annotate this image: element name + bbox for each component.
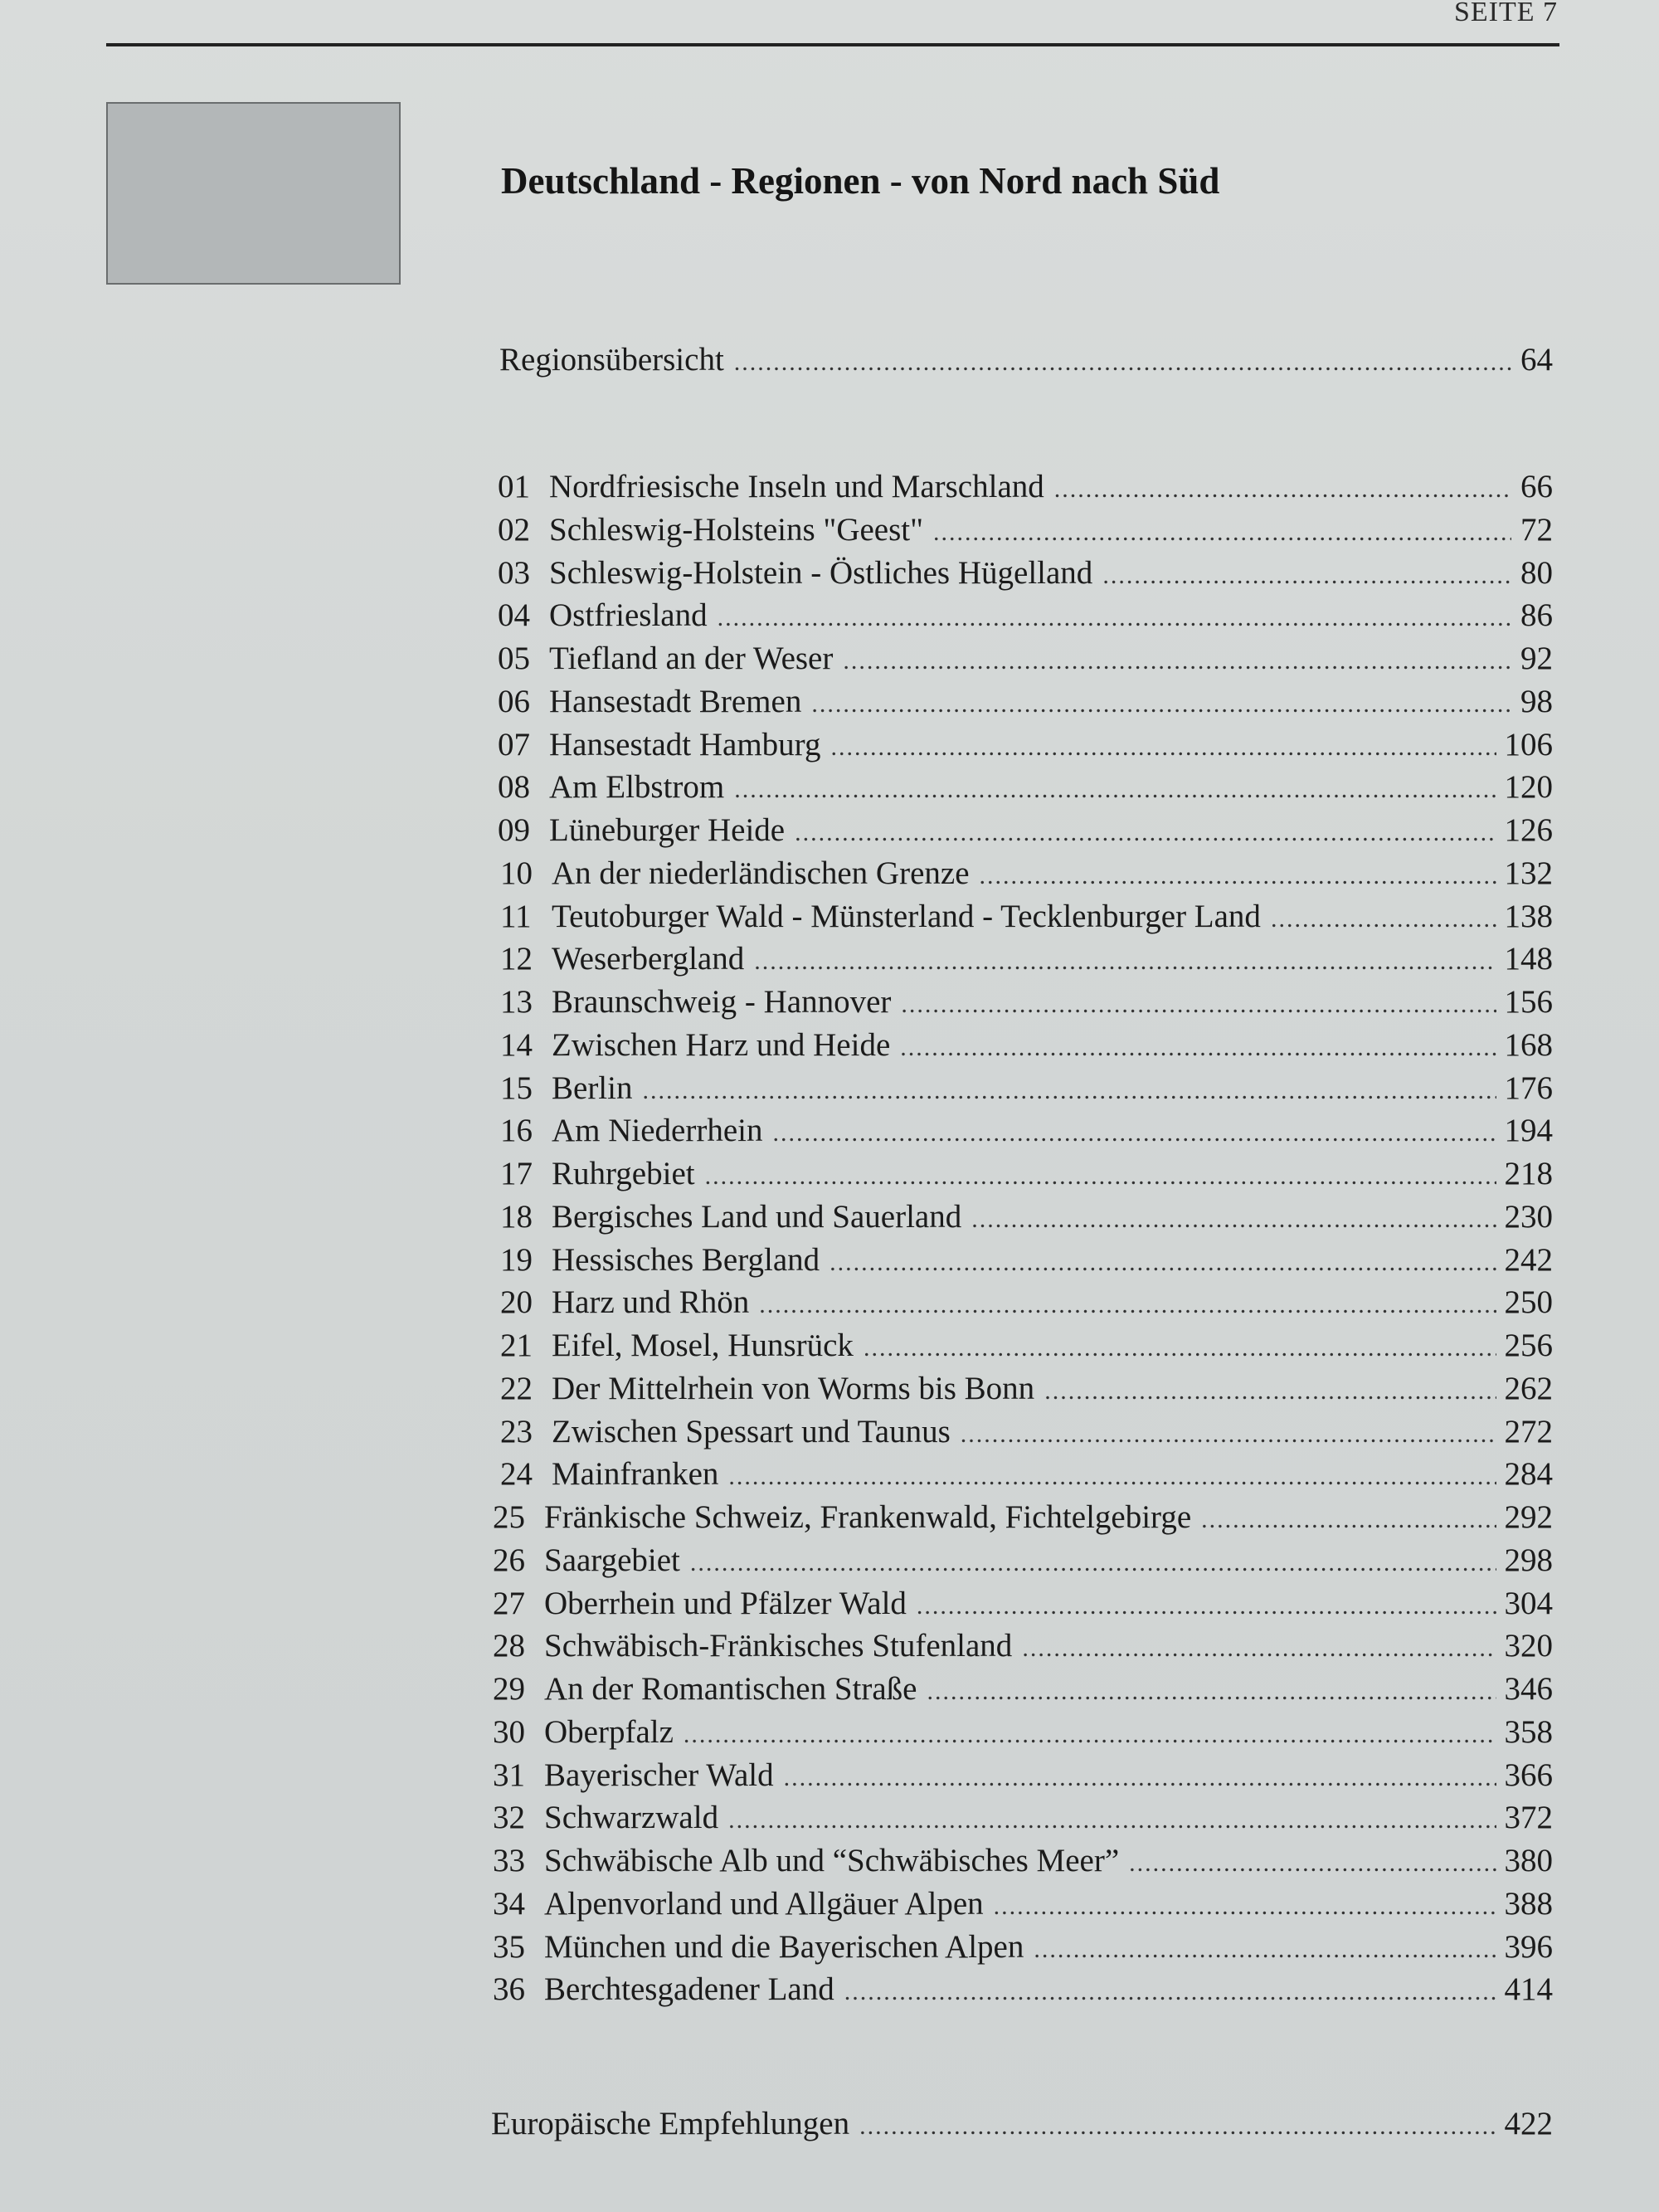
toc-title: Regionsübersicht [499,342,724,378]
toc-region-number: 14 [500,1027,533,1063]
toc-title: Bayerischer Wald [544,1757,774,1793]
toc-leader-dots [864,1327,1496,1370]
toc-leader-dots [728,1799,1496,1842]
toc-region-number: 21 [500,1328,533,1363]
toc-title: Nordfriesische Inseln und Marschland [549,469,1044,504]
toc-region-number: 35 [493,1929,525,1965]
toc-title: München und die Bayerischen Alpen [544,1929,1024,1965]
toc-leader-dots [1129,1842,1496,1885]
toc-region-number: 10 [500,855,533,891]
toc-page-number: 72 [1520,512,1553,548]
toc-region-number: 15 [500,1070,533,1106]
section-title: Deutschland - Regionen - von Nord nach Süd [501,160,1220,202]
toc-region-number: 27 [493,1586,525,1621]
toc-leader-dots [784,1756,1496,1800]
toc-entry-region [500,1196,1553,1239]
toc-page-number: 148 [1504,941,1553,977]
toc-region-number: 11 [500,899,532,934]
toc-title: Am Elbstrom [549,769,725,805]
toc-entry-region [500,852,1553,895]
toc-leader-dots [734,768,1496,811]
toc-title: Schleswig-Holsteins "Geest" [549,512,924,548]
toc-entry-region [493,1496,1553,1539]
toc-region-number: 31 [493,1757,525,1793]
toc-entry-region [493,1582,1553,1625]
toc-region-number: 04 [498,597,530,633]
toc-leader-dots [1044,1370,1496,1413]
toc-leader-dots [718,597,1511,640]
toc-leader-dots [1271,898,1496,941]
toc-leader-dots [705,1155,1496,1198]
toc-title: An der niederländischen Grenze [552,855,970,891]
toc-title: Hansestadt Hamburg [549,727,821,763]
toc-page-number: 126 [1504,812,1553,848]
toc-region-number: 01 [498,469,530,504]
toc-leader-dots [994,1885,1496,1928]
toc-entry-region [500,1024,1553,1067]
toc-page-number: 304 [1504,1586,1553,1621]
toc-entry-region [498,509,1553,552]
toc-page-number: 138 [1504,899,1553,934]
toc-page-number: 80 [1520,555,1553,591]
toc-region-number: 34 [493,1886,525,1922]
toc-region-number: 03 [498,555,530,591]
toc-leader-dots [961,1413,1496,1456]
toc-page-number: 230 [1504,1199,1553,1235]
toc-entry-region [498,680,1553,724]
toc-region-number: 05 [498,641,530,676]
toc-entry-region [493,1839,1553,1883]
toc-leader-dots [859,2105,1496,2148]
toc-region-number: 16 [500,1113,533,1148]
toc-page-number: 388 [1504,1886,1553,1922]
toc-entry-region [500,938,1553,981]
toc-region-number: 17 [500,1156,533,1191]
toc-entry-region [493,1754,1553,1797]
toc-region-number: 25 [493,1499,525,1535]
toc-page-number: 92 [1520,641,1553,676]
toc-region-number: 02 [498,512,530,548]
toc-page-number: 320 [1504,1628,1553,1664]
toc-entry-region [500,895,1553,938]
toc-entry-region [500,1281,1553,1324]
toc-page-number: 98 [1520,684,1553,719]
toc-page-number: 66 [1520,469,1553,504]
toc-page-number: 86 [1520,597,1553,633]
toc-region-number: 19 [500,1242,533,1278]
toc-leader-dots [971,1198,1496,1241]
toc-leader-dots [980,855,1496,898]
toc-region-number: 12 [500,941,533,977]
toc-region-number: 29 [493,1671,525,1707]
toc-entry-overview [499,339,1553,382]
toc-title: Schwarzwald [544,1800,719,1835]
toc-page-number: 380 [1504,1843,1553,1878]
toc-entry-region [493,1539,1553,1582]
toc-page-number: 272 [1504,1414,1553,1449]
toc-page-number: 358 [1504,1714,1553,1750]
toc-leader-dots [1201,1498,1496,1542]
toc-entry-region [500,1067,1553,1110]
toc-entry-region [498,637,1553,680]
toc-page-number: 250 [1504,1284,1553,1320]
toc-title: Bergisches Land und Sauerland [552,1199,962,1235]
toc-page-number: 262 [1504,1371,1553,1406]
toc-region-number: 13 [500,984,533,1020]
toc-region-number: 23 [500,1414,533,1449]
toc-region-number: 07 [498,727,530,763]
toc-title: Lüneburger Heide [549,812,786,848]
toc-leader-dots [927,1670,1496,1713]
toc-title: Saargebiet [544,1542,680,1578]
toc-entry-region [500,981,1553,1024]
toc-leader-dots [830,726,1496,769]
toc-leader-dots [734,341,1511,384]
section-marker-box [106,102,401,285]
toc-leader-dots [754,940,1496,983]
toc-leader-dots [917,1585,1496,1628]
toc-title: Zwischen Spessart und Taunus [552,1414,951,1449]
toc-title: Der Mittelrhein von Worms bis Bonn [552,1371,1035,1406]
toc-leader-dots [759,1284,1496,1327]
toc-page-number: 168 [1504,1027,1553,1063]
toc-entry-region [493,1625,1553,1668]
toc-title: Harz und Rhön [552,1284,750,1320]
toc-leader-dots [642,1069,1496,1113]
toc-title: Schleswig-Holstein - Östliches Hügelland [549,555,1093,591]
toc-entry-region [493,1968,1553,2011]
toc-region-number: 09 [498,812,530,848]
toc-leader-dots [773,1112,1496,1155]
toc-entry-region [498,809,1553,852]
toc-region-number: 20 [500,1284,533,1320]
toc-title: Schwäbische Alb und “Schwäbisches Meer” [544,1843,1120,1878]
toc-entry-region [500,1324,1553,1367]
toc-entry-region [493,1711,1553,1754]
toc-title: Weserbergland [552,941,745,977]
toc-page-number: 194 [1504,1113,1553,1148]
toc-title: Oberrhein und Pfälzer Wald [544,1586,907,1621]
toc-title: Eifel, Mosel, Hunsrück [552,1328,854,1363]
toc-title: Europäische Empfehlungen [491,2106,850,2141]
toc-page-number: 106 [1504,727,1553,763]
toc-entry-region [493,1926,1553,1969]
toc-title: Fränkische Schweiz, Frankenwald, Fichtelgebirge [544,1499,1192,1535]
toc-page-number: 396 [1504,1929,1553,1965]
toc-title: Berchtesgadener Land [544,1971,834,2007]
toc-leader-dots [933,511,1511,554]
header-rule [106,43,1559,46]
toc-page-number: 414 [1504,1971,1553,2007]
toc-entry-region [500,1411,1553,1454]
toc-leader-dots [684,1713,1496,1756]
toc-title: Schwäbisch-Fränkisches Stufenland [544,1628,1013,1664]
toc-page-number: 284 [1504,1456,1553,1492]
toc-page-number: 422 [1504,2106,1553,2141]
toc-entry-region [498,594,1553,637]
toc-entry-european [491,2102,1553,2146]
toc-title: Am Niederrhein [552,1113,763,1148]
toc-leader-dots [795,811,1496,855]
toc-title: Oberpfalz [544,1714,674,1750]
toc-leader-dots [690,1542,1496,1585]
toc-leader-dots [1022,1627,1496,1670]
toc-page-number: 256 [1504,1328,1553,1363]
toc-entry-region [498,724,1553,767]
toc-leader-dots [1054,468,1511,511]
toc-entry-region [500,1367,1553,1411]
toc-entry-region [498,552,1553,595]
toc-entry-region [493,1796,1553,1839]
toc-page-number: 120 [1504,769,1553,805]
toc-title: Teutoburger Wald - Münsterland - Tecklenburger Land [552,899,1261,934]
toc-title: An der Romantischen Straße [544,1671,917,1707]
toc-region-number: 22 [500,1371,533,1406]
toc-page-number: 176 [1504,1070,1553,1106]
toc-page-number: 218 [1504,1156,1553,1191]
toc-title: Braunschweig - Hannover [552,984,892,1020]
toc-leader-dots [843,640,1511,683]
toc-page-number: 298 [1504,1542,1553,1578]
toc-page-number: 372 [1504,1800,1553,1835]
toc-leader-dots [1102,554,1511,597]
toc-region-number: 30 [493,1714,525,1750]
toc-title: Hessisches Bergland [552,1242,820,1278]
toc-region-number: 33 [493,1843,525,1878]
toc-page-number: 156 [1504,984,1553,1020]
toc-leader-dots [901,983,1496,1026]
toc-region-number: 06 [498,684,530,719]
toc-page-number: 366 [1504,1757,1553,1793]
toc-region-number: 32 [493,1800,525,1835]
toc-page-number: 346 [1504,1671,1553,1707]
toc-title: Alpenvorland und Allgäuer Alpen [544,1886,984,1922]
page-header-label: SEITE 7 [1453,0,1558,27]
toc-page-number: 132 [1504,855,1553,891]
toc-page-number: 242 [1504,1242,1553,1278]
toc-region-number: 24 [500,1456,533,1492]
toc-region-number: 28 [493,1628,525,1664]
toc-title: Hansestadt Bremen [549,684,802,719]
toc-entry-region [493,1883,1553,1926]
toc-entry-region [498,766,1553,809]
toc-leader-dots [900,1026,1496,1069]
toc-leader-dots [811,683,1511,726]
toc-page-number: 292 [1504,1499,1553,1535]
toc-leader-dots [830,1241,1496,1284]
toc-region-number: 36 [493,1971,525,2007]
toc-title: Tiefland an der Weser [549,641,834,676]
toc-entry-region [498,465,1553,509]
toc-page-number: 64 [1520,342,1553,378]
toc-entry-region [500,1152,1553,1196]
toc-entry-region [500,1453,1553,1496]
toc-entry-region [500,1109,1553,1152]
toc-leader-dots [1034,1928,1496,1971]
toc-leader-dots [728,1455,1496,1498]
toc-region-number: 18 [500,1199,533,1235]
toc-title: Mainfranken [552,1456,719,1492]
toc-region-number: 08 [498,769,530,805]
toc-entry-region [493,1668,1553,1711]
toc-leader-dots [844,1971,1496,2014]
toc-region-number: 26 [493,1542,525,1578]
toc-title: Ostfriesland [549,597,708,633]
toc-title: Ruhrgebiet [552,1156,695,1191]
toc-title: Berlin [552,1070,633,1106]
toc-title: Zwischen Harz und Heide [552,1027,891,1063]
toc-entry-region [500,1239,1553,1282]
